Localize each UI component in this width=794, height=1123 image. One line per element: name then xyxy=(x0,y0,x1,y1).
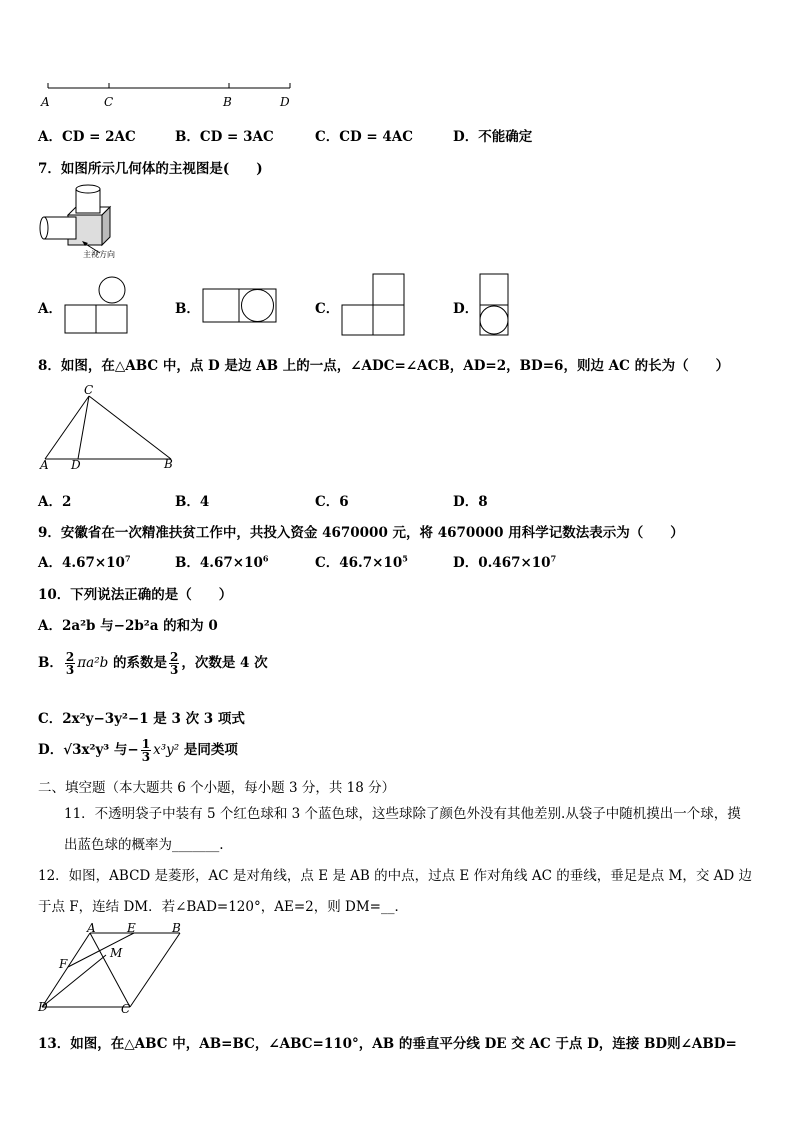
q9-option-a-exp: 7 xyxy=(124,553,131,564)
q8-option-b[interactable]: B．4 xyxy=(175,494,210,510)
q8-label-c: C xyxy=(84,383,94,397)
q7-option-b-letter[interactable]: B． xyxy=(175,301,200,317)
q8-label-d: D xyxy=(71,458,81,472)
q10-option-b-frac-num: 2 xyxy=(65,650,75,664)
q6-label-a: A xyxy=(41,95,50,109)
q10-option-d-tail: 是同类项 xyxy=(183,742,238,758)
q9-option-d-base: D．0.467×10 xyxy=(453,555,551,571)
q9-option-b-exp: 6 xyxy=(262,553,269,564)
q10-option-d-prefix: D． xyxy=(38,742,64,758)
q11-line-2[interactable]: 出蓝色球的概率为_______. xyxy=(64,837,224,853)
q10-option-d-fraction xyxy=(141,738,151,763)
q6-option-d[interactable]: D．不能确定 xyxy=(453,129,533,145)
q9-option-a[interactable] xyxy=(38,551,131,571)
q8-label-b: B xyxy=(164,457,173,471)
q10-option-b-frac2-num: 2 xyxy=(169,650,179,664)
q7-option-c-letter[interactable]: C． xyxy=(315,301,340,317)
q7-option-b-figure[interactable] xyxy=(202,288,278,324)
q10-option-b-term: πa²b xyxy=(77,655,109,671)
q7-option-d-figure[interactable] xyxy=(479,273,511,337)
q6-label-b: B xyxy=(223,95,232,109)
q6-option-b[interactable]: B．CD = 3AC xyxy=(175,129,274,145)
q10-option-b[interactable] xyxy=(38,651,268,676)
q13-stem: 13．如图，在△ABC 中，AB=BC，∠ABC=110°，AB 的垂直平分线 DE 交 AC 于点 D，连接 BD则∠ABD= xyxy=(38,1036,737,1052)
q6-label-d: D xyxy=(280,95,290,109)
q10-option-d-frac-num: 1 xyxy=(141,737,151,751)
q8-option-a[interactable]: A．2 xyxy=(38,494,72,510)
q6-option-a[interactable]: A．CD = 2AC xyxy=(38,129,136,145)
q6-label-c: C xyxy=(104,95,114,109)
q12-line-2[interactable]: 于点 F，连结 DM．若∠BAD=120°，AE=2，则 DM=__． xyxy=(38,899,408,915)
q10-option-d[interactable] xyxy=(38,738,238,763)
q12-label-f: F xyxy=(59,957,68,971)
q7-option-d-letter[interactable]: D． xyxy=(453,301,479,317)
q12-rhombus-figure xyxy=(38,925,188,1017)
q7-option-a-letter[interactable]: A． xyxy=(38,301,62,317)
q10-option-b-frac-den: 3 xyxy=(65,663,75,677)
q6-segment-figure xyxy=(40,80,300,112)
q12-label-d: D xyxy=(38,1000,48,1014)
q10-option-d-frac-den: 3 xyxy=(141,750,151,764)
q9-option-d-exp: 7 xyxy=(550,553,557,564)
q10-stem: 10．下列说法正确的是（ ） xyxy=(38,587,233,603)
q12-label-c: C xyxy=(121,1002,131,1016)
q6-option-c[interactable]: C．CD = 4AC xyxy=(315,129,414,145)
q9-option-d[interactable] xyxy=(453,551,556,571)
q12-line-1: 12．如图，ABCD 是菱形，AC 是对角线，点 E 是 AB 的中点，过点 E 作对角线 AC 的垂线，垂足是点 M，交 AD 边 xyxy=(38,868,752,884)
q10-option-b-prefix: B． xyxy=(38,655,63,671)
q9-stem: 9．安徽省在一次精准扶贫工作中，共投入资金 4670000 元，将 4670000 用科学记数法表示为（ ） xyxy=(38,525,684,541)
q10-option-c[interactable]: C．2x²y−3y²−1 是 3 次 3 项式 xyxy=(38,711,245,727)
q8-label-a: A xyxy=(40,458,49,472)
q10-option-b-fraction xyxy=(65,651,75,676)
q7-option-c-figure[interactable] xyxy=(341,273,407,337)
q8-triangle-figure xyxy=(40,393,180,463)
q9-option-c-base: C．46.7×10 xyxy=(315,555,403,571)
q12-label-m: M xyxy=(110,946,123,960)
q12-label-a: A xyxy=(87,921,96,935)
q9-option-a-base: A．4.67×10 xyxy=(38,555,125,571)
q9-option-b-base: B．4.67×10 xyxy=(175,555,263,571)
q8-option-d[interactable]: D．8 xyxy=(453,494,488,510)
q11-line-1: 11．不透明袋子中装有 5 个红色球和 3 个蓝色球，这些球除了颜色外没有其他差别.从袋子中随机摸出一个球，摸 xyxy=(64,806,741,822)
q7-stem: 7．如图所示几何体的主视图是( ) xyxy=(38,161,263,177)
q10-option-b-frac2-den: 3 xyxy=(169,663,179,677)
q9-option-c[interactable] xyxy=(315,551,408,571)
section-2-title: 二、填空题（本大题共 6 个小题，每小题 3 分，共 18 分） xyxy=(38,780,396,796)
q8-stem: 8．如图，在△ABC 中，点 D 是边 AB 上的一点，∠ADC=∠ACB，AD=2，BD=6，则边 AC 的长为（ ） xyxy=(38,358,730,374)
q10-option-d-term: x³y² xyxy=(153,742,180,758)
q10-option-b-mid: 的系数是 xyxy=(108,655,167,671)
q10-option-b-tail: ，次数是 4 次 xyxy=(181,655,268,671)
q12-label-b: B xyxy=(172,921,181,935)
q7-option-a-figure[interactable] xyxy=(64,276,130,336)
q12-label-e: E xyxy=(127,921,136,935)
q10-option-a[interactable]: A．2a²b 与−2b²a 的和为 0 xyxy=(38,618,218,634)
q10-option-b-fraction-2 xyxy=(169,651,179,676)
q9-option-c-exp: 5 xyxy=(402,553,408,564)
q10-option-d-a: x²y³ 与− xyxy=(81,742,139,758)
q9-option-b[interactable] xyxy=(175,551,268,571)
q10-option-d-root: √3 xyxy=(63,742,82,758)
q7-caption: 主视方向 xyxy=(83,250,115,259)
q8-option-c[interactable]: C．6 xyxy=(315,494,349,510)
